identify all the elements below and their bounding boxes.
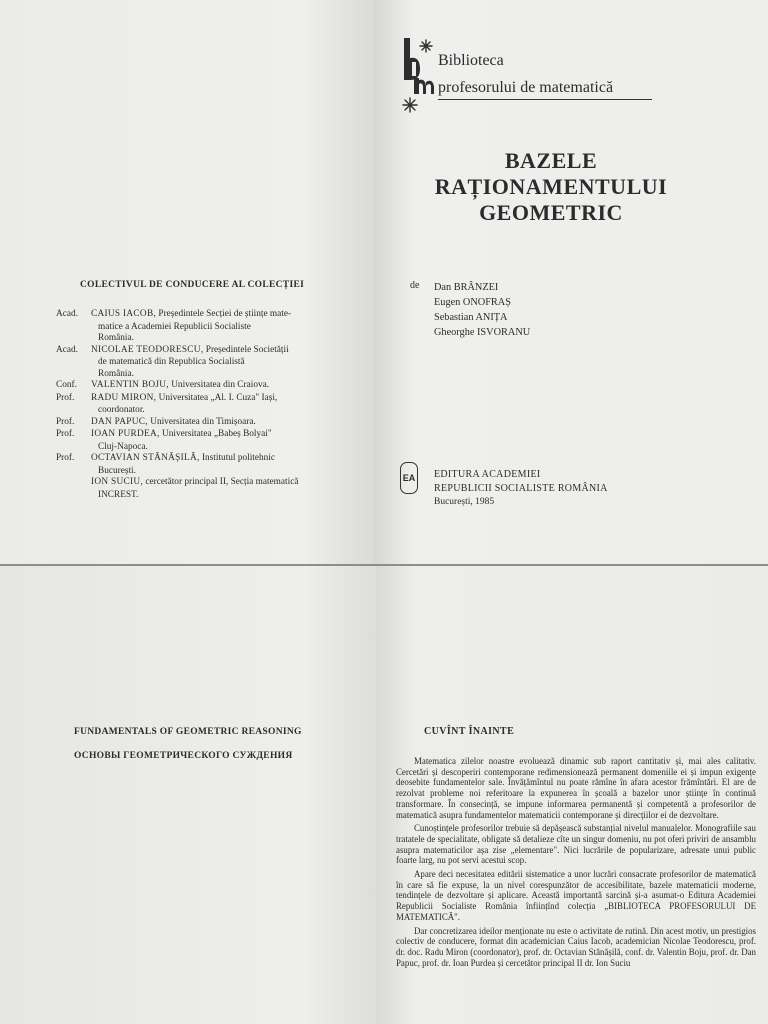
foreword-paragraph: Cunoștințele profesorilor trebuie să depășească substanțial nivelul manualelor. Monografiile sau tratatele de specialitate, obligate să detalieze cîte un singur domeniu, nu pot oferi priviri de ansamblu asupra matematicilor așa zise „elementare". Nici lucrările de popularizare, adresate unui public foarte larg, nu pot servi acestui scop. <box>396 823 756 866</box>
member-affiliation: Universitatea din Timișoara. <box>150 416 256 427</box>
publisher-line: EDITURA ACADEMIEI <box>434 469 541 480</box>
publisher-logo-icon: EA <box>400 462 418 494</box>
member-affiliation: Institutul politehnic <box>201 453 276 463</box>
author-name: Dan BRÂNZEI <box>434 282 499 293</box>
member-affiliation-cont: România. <box>98 333 134 343</box>
publisher-name <box>434 468 608 495</box>
publication-place-year: București, 1985 <box>434 497 495 507</box>
member-title <box>56 477 91 489</box>
author-list <box>434 280 530 340</box>
publisher-line: REPUBLICII SOCIALISTE ROMÂNIA <box>434 482 608 494</box>
english-title: FUNDAMENTALS OF GEOMETRIC REASONING <box>74 727 302 737</box>
committee-heading: COLECTIVUL DE CONDUCERE AL COLECȚIEI <box>80 280 305 290</box>
member-affiliation-cont: România. <box>98 368 134 379</box>
member-affiliation-cont: Cluj-Napoca. <box>98 441 148 452</box>
committee-member <box>56 429 338 453</box>
member-title: Prof. <box>56 429 75 439</box>
member-name: IOAN PURDEA, <box>91 429 160 439</box>
russian-title: ОСНОВЫ ГЕОМЕТРИЧЕСКОГО СУЖДЕНИЯ <box>74 751 293 761</box>
foreword-heading: CUVÎNT ÎNAINTE <box>424 726 515 737</box>
member-title: Acad. <box>56 344 78 355</box>
page-top-left <box>0 0 378 564</box>
member-name: RADU MIRON, <box>91 392 157 403</box>
member-affiliation: Universitatea din Craiova. <box>171 380 270 390</box>
title-line: RAȚIONAMENTULUI <box>434 174 668 199</box>
author-name: Eugen ONOFRAȘ <box>434 297 511 308</box>
member-title: Acad. <box>56 309 78 319</box>
by-label: de <box>410 280 420 291</box>
page-top-right <box>374 0 768 564</box>
committee-member <box>56 345 338 381</box>
member-name: VALENTIN BOJU, <box>91 380 169 390</box>
member-affiliation: Președintele Societății <box>205 344 289 355</box>
member-name: OCTAVIAN STĂNĂȘILĂ, <box>91 453 200 463</box>
member-title: Conf. <box>56 380 77 390</box>
member-affiliation-cont: INCREST. <box>98 489 139 500</box>
member-affiliation-cont: de matematică din Republica Socialistă <box>98 357 245 367</box>
foreword-body <box>396 756 756 971</box>
member-affiliation: Președintele Secției de științe mate- <box>158 309 292 319</box>
series-name-line2: profesorului de matematică <box>438 79 614 96</box>
committee-member <box>56 309 338 345</box>
committee-member <box>56 477 338 501</box>
page-bottom-right <box>376 566 768 1024</box>
member-affiliation-cont: coordonator. <box>98 405 145 415</box>
member-affiliation: Universitatea „Babeș Bolyai" <box>162 429 272 439</box>
series-name-line1: Biblioteca <box>438 52 504 69</box>
member-title: Prof. <box>56 392 75 403</box>
member-affiliation-cont: matice a Academiei Republicii Socialiste <box>98 321 251 332</box>
author-name: Sebastian ANIȚA <box>434 312 508 323</box>
committee-list <box>56 309 338 501</box>
member-affiliation: Universitatea „Al. I. Cuza" Iași, <box>158 392 278 403</box>
series-logo-icon <box>400 36 436 120</box>
member-affiliation-cont: București. <box>98 465 136 476</box>
page-bottom-left <box>0 566 380 1024</box>
title-line: GEOMETRIC <box>479 200 623 225</box>
member-affiliation: cercetător principal II, Secția matematică <box>145 477 299 487</box>
committee-member <box>56 453 338 477</box>
foreword-paragraph: Dar concretizarea ideilor menționate nu este o activitate de rutină. Din acest motiv, un prestigios colectiv de conducere, format din academician Caius Iacob, academician Nicolae Teodorescu, prof. dr. doc. Radu Miron (coordonator), prof. dr. Octavian Stănășilă, conf. dr. Valentin Boju, prof. dr. Dan Papuc, prof. dr. Ioan Purdea și cercetător principal II dr. Ion Suciu <box>396 925 756 968</box>
member-title: Prof. <box>56 416 75 427</box>
member-name: CAIUS IACOB, <box>91 309 157 319</box>
member-name: NICOLAE TEODORESCU, <box>91 344 204 355</box>
member-name: ION SUCIU, <box>91 477 144 487</box>
committee-member <box>56 393 338 417</box>
series-rule <box>438 99 652 100</box>
committee-member <box>56 380 338 392</box>
author-name: Gheorghe ISVORANU <box>434 327 531 338</box>
foreword-paragraph: Matematica zilelor noastre evoluează dinamic sub raport cantitativ și, mai ales calitativ. Cercetări și descoperiri contemporane redimensionează permanent domeniile ei și impun exigențe deosebite fundamentelor sale. Învățămîntul nu poate rămîne în afara acestor frămîntări. El are de rezolvat probleme noi referitoare la expunerea în școală a bazelor unor științe în continuă transformare. În consecință, se impune informarea permanentă și competentă a profesorilor de matematică asupra fundamentelor matematicii contemporane și direcțiilor ei de dezvoltare. <box>396 756 756 820</box>
member-title: Prof. <box>56 453 75 463</box>
book-title <box>396 148 706 226</box>
member-name: DAN PAPUC, <box>91 416 148 427</box>
foreword-paragraph: Apare deci necesitatea editării sistematice a unor lucrări consacrate profesorilor de matematică în care să fie expuse, la un nivel corespunzător de accesibilitate, bazele matematicii moderne, tendințele de dezvoltare și aplicare. Această importantă sarcină și-a asumat-o Editura Academiei Republicii Socialiste România înființînd colecția „BIBLIOTECA PROFESORULUI DE MATEMATICĂ". <box>396 869 756 922</box>
title-line: BAZELE <box>504 148 598 173</box>
committee-member <box>56 417 338 429</box>
